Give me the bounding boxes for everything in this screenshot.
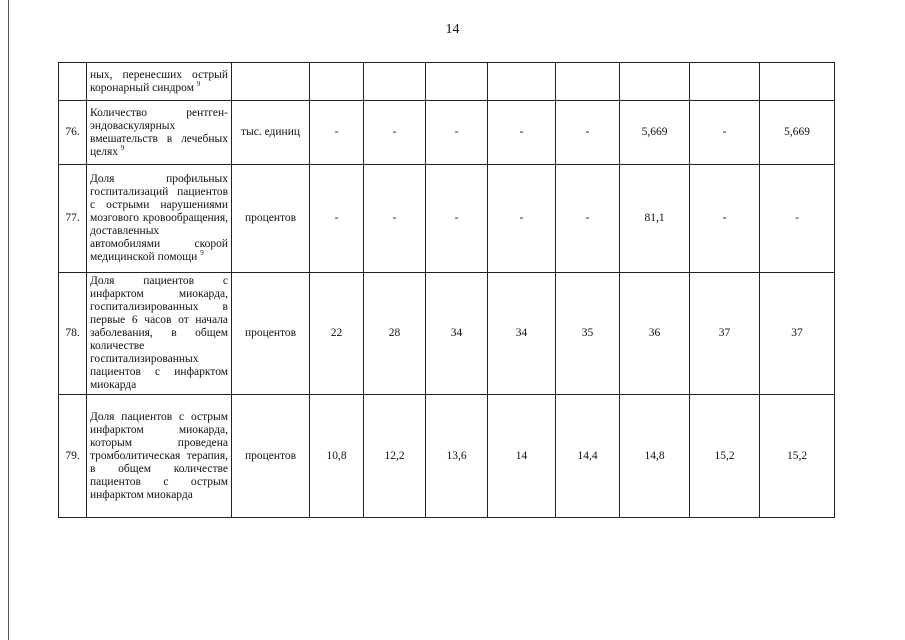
value-cell: - [426, 101, 488, 165]
value-cell: - [556, 101, 620, 165]
page-margin-rule [8, 0, 9, 640]
value-cell [310, 63, 364, 101]
row-number: 77. [59, 165, 87, 273]
value-cell: - [364, 101, 426, 165]
value-cell [620, 63, 690, 101]
row-number: 79. [59, 395, 87, 518]
unit-cell: процентов [232, 165, 310, 273]
value-cell: 37 [760, 273, 835, 395]
value-cell [364, 63, 426, 101]
indicator-name: Количество рентген-эндоваскулярных вмешательств в лечебных целях $^9$ [87, 101, 232, 165]
value-cell: - [488, 165, 556, 273]
indicators-table [58, 62, 835, 518]
value-cell: 13,6 [426, 395, 488, 518]
value-cell: - [556, 165, 620, 273]
value-cell: - [310, 101, 364, 165]
indicator-name: ных, перенесших острый коронарный синдром $^9$ [87, 63, 232, 101]
unit-cell: тыс. единиц [232, 101, 310, 165]
value-cell [556, 63, 620, 101]
value-cell: 10,8 [310, 395, 364, 518]
table-row-78 [59, 273, 835, 395]
value-cell: 15,2 [690, 395, 760, 518]
value-cell [426, 63, 488, 101]
value-cell: 28 [364, 273, 426, 395]
value-cell: - [426, 165, 488, 273]
value-cell: - [488, 101, 556, 165]
value-cell: 12,2 [364, 395, 426, 518]
value-cell: 37 [690, 273, 760, 395]
value-cell: - [760, 165, 835, 273]
row-number [59, 63, 87, 101]
value-cell: 36 [620, 273, 690, 395]
table-row-79 [59, 395, 835, 518]
unit-cell: процентов [232, 395, 310, 518]
value-cell: - [690, 165, 760, 273]
indicator-name: Доля пациентов с инфарктом миокарда, госпитализированных в первые 6 часов от начала заболевания, в общем количестве госпитализированных пациентов с инфарктом миокарда [87, 273, 232, 395]
value-cell: 34 [426, 273, 488, 395]
value-cell: 14,4 [556, 395, 620, 518]
value-cell: 14 [488, 395, 556, 518]
unit-cell [232, 63, 310, 101]
value-cell [690, 63, 760, 101]
table-row-76 [59, 101, 835, 165]
value-cell [760, 63, 835, 101]
indicator-name: Доля пациентов с острым инфарктом миокарда, которым проведена тромболитическая терапия, в общем количестве пациентов с острым инфарктом миокарда [87, 395, 232, 518]
value-cell: - [364, 165, 426, 273]
table-row-continuation [59, 63, 835, 101]
indicator-name: Доля профильных госпитализаций пациентов с острыми нарушениями мозгового кровообращения, доставленных автомобилями скорой медицинской помощи $^9$ [87, 165, 232, 273]
value-cell: 35 [556, 273, 620, 395]
row-number: 76. [59, 101, 87, 165]
table-row-77 [59, 165, 835, 273]
value-cell: 22 [310, 273, 364, 395]
value-cell: 81,1 [620, 165, 690, 273]
unit-cell: процентов [232, 273, 310, 395]
value-cell: 5,669 [620, 101, 690, 165]
row-number: 78. [59, 273, 87, 395]
value-cell [488, 63, 556, 101]
value-cell: - [310, 165, 364, 273]
value-cell: 34 [488, 273, 556, 395]
value-cell: 5,669 [760, 101, 835, 165]
value-cell: 15,2 [760, 395, 835, 518]
value-cell: 14,8 [620, 395, 690, 518]
page-number: 14 [445, 22, 460, 37]
value-cell: - [690, 101, 760, 165]
